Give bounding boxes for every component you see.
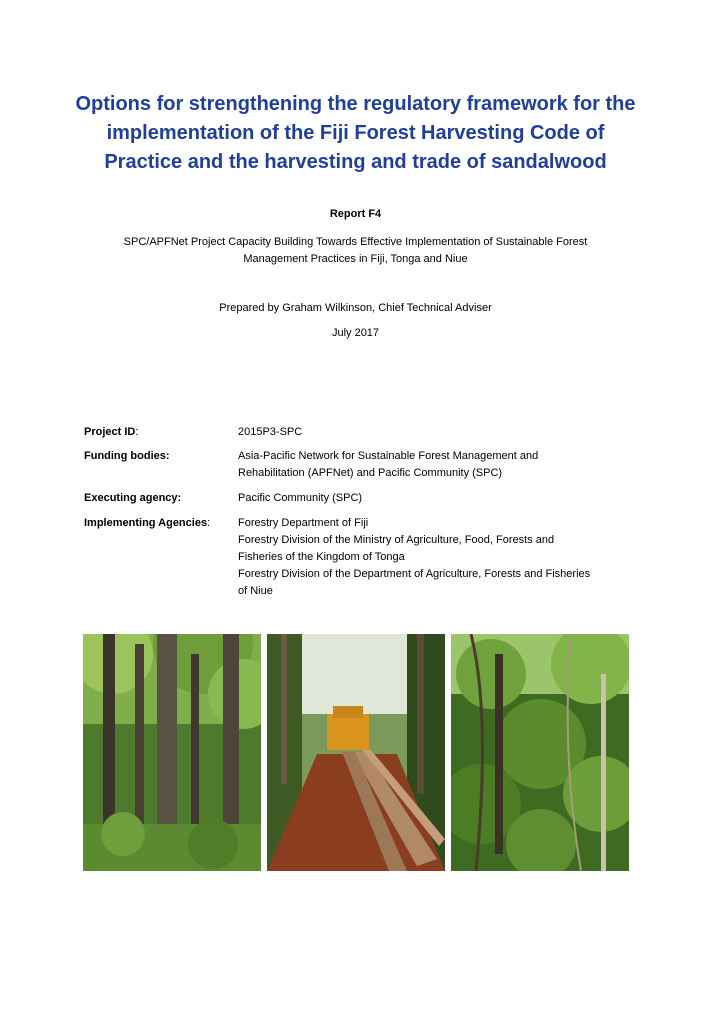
detail-value: Forestry Department of Fiji Forestry Division of the Ministry of Agriculture, Food, Forests and Fisheries of the Kingdom of Tonga Forestry Division of the Department of Agriculture, Forests and Fisheries of Niue xyxy=(238,517,591,597)
title-line-3: Practice and the harvesting and trade of sandalwood xyxy=(104,151,607,173)
detail-label: Project ID xyxy=(84,426,136,438)
detail-value: Asia-Pacific Network for Sustainable Forest Management and Rehabilitation (APFNet) and Pacific Community (SPC) xyxy=(238,450,539,479)
detail-label: Implementing Agencies xyxy=(84,517,208,529)
detail-value: Pacific Community (SPC) xyxy=(238,492,363,504)
detail-label: Funding bodies: xyxy=(84,450,170,462)
logging-track-photo xyxy=(267,634,445,871)
title-line-2: implementation of the Fiji Forest Harvesting Code of xyxy=(106,122,605,144)
title-line-1: Options for strengthening the regulatory framework for the xyxy=(75,93,636,115)
project-subtitle xyxy=(80,234,631,268)
report-number: Report F4 xyxy=(329,208,382,220)
cover-photos xyxy=(83,634,629,871)
detail-label: Executing agency: xyxy=(84,492,182,504)
prepared-by: Prepared by Graham Wilkinson, Chief Technical Adviser xyxy=(219,302,492,314)
subtitle-line-2: Management Practices in Fiji, Tonga and Niue xyxy=(243,253,468,265)
subtitle-line-1: SPC/APFNet Project Capacity Building Towards Effective Implementation of Sustainable Forest xyxy=(123,236,588,248)
forest-trunks-photo xyxy=(83,634,261,871)
dense-foliage-photo xyxy=(451,634,629,871)
report-date: July 2017 xyxy=(331,327,380,339)
detail-value: 2015P3-SPC xyxy=(238,426,303,438)
document-title xyxy=(60,90,651,177)
